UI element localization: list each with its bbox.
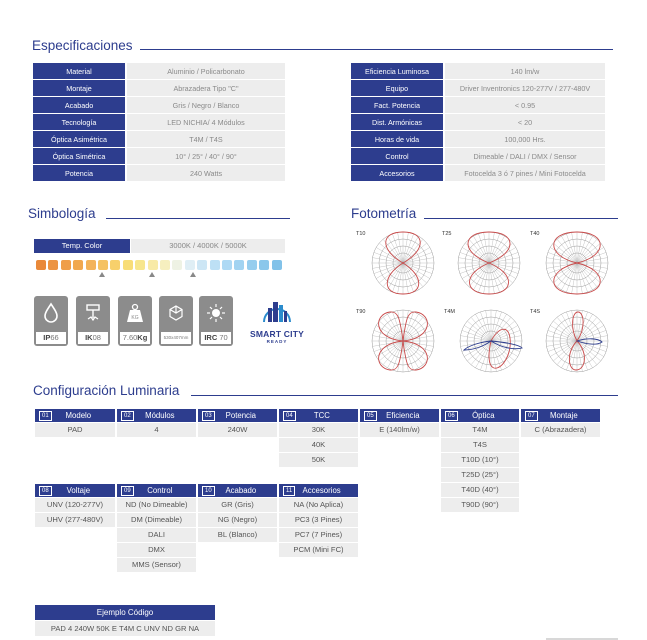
example-code-value: PAD 4 240W 50K E T4M C UNV ND GR NA	[35, 621, 215, 636]
spec-key: Fact. Potencia	[351, 97, 443, 113]
dimensions-badge-label	[161, 332, 191, 344]
color-swatch	[86, 260, 96, 270]
spec-value: 10° / 25° / 40° / 90°	[127, 148, 285, 164]
config-header	[441, 409, 519, 422]
example-code-label: Ejemplo Código	[35, 605, 215, 620]
spec-key: Material	[33, 63, 125, 79]
temp-color-label: Temp. Color	[34, 239, 130, 253]
irc-badge-label	[201, 332, 231, 344]
config-column-potencia	[198, 409, 277, 437]
config-option: MMS (Sensor)	[117, 558, 196, 572]
smart-city-ready-text: READY	[266, 339, 288, 344]
color-swatch	[110, 260, 120, 270]
config-header	[35, 409, 115, 422]
config-option: NG (Negro)	[198, 513, 277, 527]
symbology-title: Simbología	[28, 206, 96, 221]
config-option: 40K	[279, 438, 358, 452]
ik-badge-label	[78, 332, 108, 344]
config-option: PC3 (3 Pines)	[279, 513, 358, 527]
marker-3000k	[99, 272, 105, 277]
config-number: 06	[445, 411, 458, 421]
specs-title: Especificaciones	[32, 38, 133, 53]
spec-key: Control	[351, 148, 443, 164]
weight-label-unit: Kg	[137, 333, 148, 342]
ip-badge	[34, 296, 68, 346]
ip-label-value: 66	[50, 333, 59, 342]
config-header-label: Accesorios	[302, 486, 341, 495]
specs-table-left	[33, 63, 285, 182]
ik-badge	[76, 296, 110, 346]
specs-title-rule	[140, 49, 613, 50]
config-header	[117, 409, 196, 422]
color-swatch	[148, 260, 158, 270]
config-column-voltaje	[35, 484, 115, 527]
polar-chart-t10	[370, 230, 436, 296]
config-option: T25D (25°)	[441, 468, 519, 482]
specs-table-right	[351, 63, 605, 182]
spec-row	[351, 131, 605, 147]
spec-key: Montaje	[33, 80, 125, 96]
dimensions-badge	[159, 296, 193, 346]
color-swatch	[222, 260, 232, 270]
spec-value: 140 lm/w	[445, 63, 605, 79]
irc-label-bold: IRC	[204, 333, 218, 342]
config-header	[279, 409, 358, 422]
ik-label-bold: IK	[85, 333, 93, 342]
color-swatch	[73, 260, 83, 270]
color-swatch	[234, 260, 244, 270]
config-option: E (140lm/w)	[360, 423, 439, 437]
spec-row	[33, 131, 285, 147]
config-number: 11	[283, 486, 295, 496]
weight-icon	[125, 302, 145, 324]
spec-key: Óptica Simétrica	[33, 148, 125, 164]
spec-row	[33, 80, 285, 96]
spec-value: < 20	[445, 114, 605, 130]
spec-value: Driver Inventronics 120-277V / 277-480V	[445, 80, 605, 96]
config-option: UHV (277-480V)	[35, 513, 115, 527]
config-header-label: Eficiencia	[386, 411, 420, 420]
color-swatch	[247, 260, 257, 270]
config-option: PC7 (7 Pines)	[279, 528, 358, 542]
impact-icon	[83, 302, 103, 324]
config-option: 240W	[198, 423, 277, 437]
polar-chart-t25	[456, 230, 522, 296]
color-swatch	[36, 260, 46, 270]
ip-label-bold: IP	[43, 333, 51, 342]
config-header	[35, 484, 115, 497]
config-number: 01	[39, 411, 52, 421]
config-column-montaje	[521, 409, 600, 437]
polar-label: T4M	[444, 309, 455, 315]
config-header	[117, 484, 196, 497]
color-swatch	[172, 260, 182, 270]
polar-chart-t4s	[544, 308, 610, 374]
config-option: T40D (40°)	[441, 483, 519, 497]
config-column-accesorios	[279, 484, 358, 557]
polar-chart-t90	[370, 308, 436, 374]
photometry-title: Fotometría	[351, 206, 417, 221]
weight-badge-label	[120, 332, 150, 344]
spec-key: Dist. Armónicas	[351, 114, 443, 130]
config-number: 07	[525, 411, 538, 421]
spec-key: Eficiencia Luminosa	[351, 63, 443, 79]
polar-label: T10	[356, 231, 366, 237]
dimensions-icon	[166, 302, 186, 324]
config-option: NA (No Aplica)	[279, 498, 358, 512]
config-column-control	[117, 484, 196, 572]
config-header-label: Óptica	[472, 411, 495, 420]
config-column-tcc	[279, 409, 358, 467]
color-swatch	[135, 260, 145, 270]
config-option: 4	[117, 423, 196, 437]
spec-row	[351, 63, 605, 79]
weight-kg-text: KG	[131, 315, 139, 321]
spec-key: Horas de vida	[351, 131, 443, 147]
marker-5000k	[190, 272, 196, 277]
config-option: PAD	[35, 423, 115, 437]
color-swatch	[197, 260, 207, 270]
config-option: 30K	[279, 423, 358, 437]
config-option: 50K	[279, 453, 358, 467]
config-header-label: Módulos	[145, 411, 175, 420]
config-option: T4S	[441, 438, 519, 452]
config-option: DM (Dimeable)	[117, 513, 196, 527]
spec-value: 100,000 Hrs.	[445, 131, 605, 147]
photometry-title-rule	[424, 218, 618, 219]
config-option: T4M	[441, 423, 519, 437]
color-swatch	[185, 260, 195, 270]
color-swatch	[210, 260, 220, 270]
spec-key: Potencia	[33, 165, 125, 181]
irc-badge	[199, 296, 233, 346]
config-option: T90D (90°)	[441, 498, 519, 512]
polar-chart-t4m	[458, 308, 524, 374]
config-header-label: Modelo	[65, 411, 92, 420]
weight-badge	[118, 296, 152, 346]
config-column-acabado	[198, 484, 277, 542]
ik-label-value: 08	[92, 333, 101, 342]
config-option: ND (No Dimeable)	[117, 498, 196, 512]
spec-value: T4M / T4S	[127, 131, 285, 147]
sun-icon	[206, 302, 226, 324]
config-number: 09	[121, 486, 134, 496]
spec-key: Acabado	[33, 97, 125, 113]
spec-value: < 0.95	[445, 97, 605, 113]
ip-badge-label	[36, 332, 66, 344]
spec-value: Fotocelda 3 ó 7 pines / Mini Fotocelda	[445, 165, 605, 181]
config-header-label: Voltaje	[66, 486, 91, 495]
config-option: T10D (10°)	[441, 453, 519, 467]
config-header-label: TCC	[313, 411, 330, 420]
config-number: 02	[121, 411, 134, 421]
spec-row	[351, 148, 605, 164]
irc-label-value: 70	[217, 333, 228, 342]
color-swatch	[61, 260, 71, 270]
color-swatch	[123, 260, 133, 270]
spec-key: Tecnología	[33, 114, 125, 130]
spec-row	[351, 114, 605, 130]
config-header-label: Acabado	[225, 486, 257, 495]
spec-value: LED NICHIA/ 4 Módulos	[127, 114, 285, 130]
temp-color-value: 3000K / 4000K / 5000K	[131, 239, 285, 253]
spec-key: Accesorios	[351, 165, 443, 181]
spec-key: Equipo	[351, 80, 443, 96]
config-option: C (Abrazadera)	[521, 423, 600, 437]
config-number: 08	[39, 486, 52, 496]
spec-row	[33, 165, 285, 181]
config-option: UNV (120-277V)	[35, 498, 115, 512]
config-number: 05	[364, 411, 377, 421]
polar-label: T90	[356, 309, 366, 315]
config-option: BL (Blanco)	[198, 528, 277, 542]
color-swatch	[98, 260, 108, 270]
config-column-optica	[441, 409, 519, 512]
spec-row	[33, 148, 285, 164]
smart-city-text: SMART CITY	[250, 329, 304, 339]
color-swatch	[259, 260, 269, 270]
config-column-modulos	[117, 409, 196, 437]
spec-value: 240 Watts	[127, 165, 285, 181]
config-title: Configuración Luminaria	[33, 383, 180, 398]
spec-row	[33, 97, 285, 113]
polar-label: T25	[442, 231, 452, 237]
config-number: 04	[283, 411, 296, 421]
config-header-label: Potencia	[225, 411, 257, 420]
config-option: PCM (Mini FC)	[279, 543, 358, 557]
spec-value: Dimeable / DALI / DMX / Sensor	[445, 148, 605, 164]
polar-label: T40	[530, 231, 540, 237]
smart-city-logo	[244, 294, 310, 348]
config-header	[198, 409, 277, 422]
spec-row	[351, 97, 605, 113]
color-swatch	[272, 260, 282, 270]
color-swatch	[48, 260, 58, 270]
spec-value: Aluminio / Policarbonato	[127, 63, 285, 79]
config-option: DMX	[117, 543, 196, 557]
spec-key: Óptica Asimétrica	[33, 131, 125, 147]
drop-icon	[41, 302, 61, 324]
dimensions-label-value: 530x407mm	[163, 335, 189, 340]
polar-label: T4S	[530, 309, 541, 315]
config-header-label: Control	[147, 486, 173, 495]
config-header	[521, 409, 600, 422]
spec-value: Gris / Negro / Blanco	[127, 97, 285, 113]
spec-row	[351, 165, 605, 181]
color-swatch	[160, 260, 170, 270]
spec-row	[33, 63, 285, 79]
config-column-eficiencia	[360, 409, 439, 437]
config-header	[198, 484, 277, 497]
polar-chart-t40	[544, 230, 610, 296]
config-column-modelo	[35, 409, 115, 437]
config-number: 03	[202, 411, 215, 421]
spec-value: Abrazadera Tipo "C"	[127, 80, 285, 96]
spec-row	[33, 114, 285, 130]
weight-label-value: 7.60	[122, 333, 138, 342]
symbology-title-rule	[106, 218, 290, 219]
config-number: 10	[202, 486, 215, 496]
config-option: GR (Gris)	[198, 498, 277, 512]
spec-row	[351, 80, 605, 96]
config-title-rule	[191, 395, 618, 396]
config-option: DALI	[117, 528, 196, 542]
marker-4000k	[149, 272, 155, 277]
city-buildings-icon	[244, 294, 310, 324]
config-header	[360, 409, 439, 422]
config-header	[279, 484, 358, 497]
config-header-label: Montaje	[549, 411, 578, 420]
